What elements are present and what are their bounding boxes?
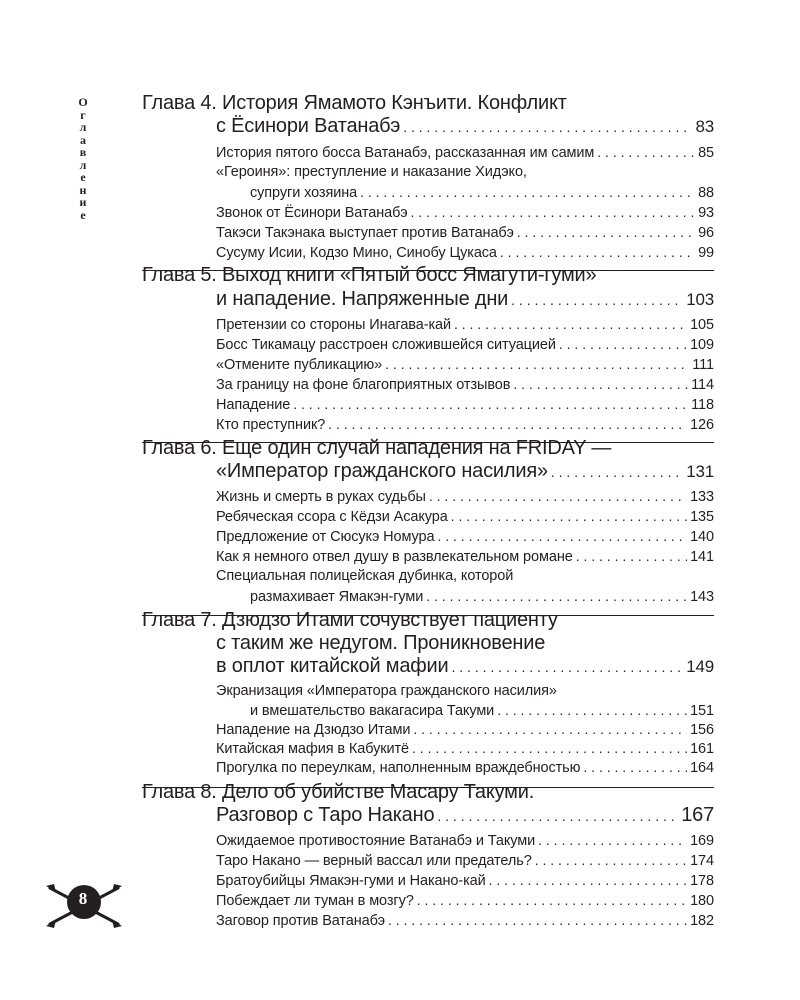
entry-page-number: 93 <box>698 205 714 221</box>
toc-entry[interactable] <box>216 486 714 507</box>
entry-title: За границу на фоне благоприятных отзывов <box>216 377 511 393</box>
leader-dots <box>385 354 689 374</box>
leader-dots <box>489 870 687 890</box>
entry-page-number: 118 <box>691 397 714 413</box>
leader-dots <box>500 242 695 262</box>
entry-page-number: 140 <box>690 529 714 545</box>
entry-page-number: 161 <box>690 741 714 757</box>
toc-entry[interactable] <box>216 394 714 415</box>
entry-title: История пятого босса Ватанабэ, рассказанная им самим <box>216 145 595 161</box>
entry-page-number: 143 <box>690 589 714 605</box>
side-label-letter: и <box>79 195 87 209</box>
leader-dots <box>437 804 678 828</box>
side-label-letter: О <box>78 95 88 109</box>
toc-entry[interactable] <box>250 586 714 607</box>
toc-entry[interactable] <box>216 314 714 335</box>
toc-entry[interactable] <box>250 182 714 203</box>
leader-dots <box>412 738 687 758</box>
leader-dots <box>413 719 687 739</box>
entry-page-number: 99 <box>698 245 714 261</box>
entry-page-number: 174 <box>690 853 714 869</box>
leader-dots <box>451 506 687 526</box>
toc-entry[interactable] <box>216 202 714 223</box>
chapter-page-number: 83 <box>695 117 714 136</box>
leader-dots <box>583 757 687 777</box>
entry-title: Претензии со стороны Инагава-кай <box>216 317 451 333</box>
entry-page-number: 96 <box>698 225 714 241</box>
chapter-title-line[interactable] <box>216 459 714 484</box>
toc-entry[interactable] <box>216 546 714 567</box>
side-label-letter: е <box>80 170 86 184</box>
chapter-title-line[interactable]: Глава 5. Выход книги «Пятый босс Ямагути-гуми» <box>142 264 597 286</box>
entry-title: Звонок от Ёсинори Ватанабэ <box>216 205 408 221</box>
entry-page-number: 133 <box>690 489 714 505</box>
toc-entry[interactable] <box>250 700 714 721</box>
toc-entry[interactable] <box>216 334 714 355</box>
toc-entry[interactable] <box>216 374 714 395</box>
side-label-letter: а <box>80 132 86 147</box>
entry-page-number: 180 <box>690 893 714 909</box>
toc-entry-first-line[interactable]: Специальная полицейская дубинка, которой <box>216 568 514 584</box>
side-label-letter: л <box>79 120 87 134</box>
toc-entry[interactable] <box>216 870 714 891</box>
entry-title: размахивает Ямакэн-гуми <box>250 589 424 605</box>
entry-title: и вмешательство вакагасира Такуми <box>250 703 495 719</box>
entry-title: Ребяческая ссора с Кёдзи Асакура <box>216 509 448 525</box>
entry-page-number: 88 <box>698 185 714 201</box>
leader-dots <box>429 486 687 506</box>
chapter-title-text: с Ёсинори Ватанабэ <box>216 115 401 137</box>
leader-dots <box>538 830 687 850</box>
toc-entry[interactable] <box>216 850 714 871</box>
leader-dots <box>511 288 683 312</box>
entry-page-number: 105 <box>690 317 714 333</box>
entry-title: Жизнь и смерть в руках судьбы <box>216 489 426 505</box>
toc-entry[interactable] <box>216 757 714 778</box>
toc-entry[interactable] <box>216 506 714 527</box>
leader-dots <box>454 314 687 334</box>
leader-dots <box>411 202 696 222</box>
entry-title: Предложение от Сюсукэ Номура <box>216 529 435 545</box>
toc-entry[interactable] <box>216 738 714 759</box>
entry-title: Босс Тикамацу расстроен сложившейся ситуацией <box>216 337 556 353</box>
chapter-title-line[interactable] <box>216 654 714 679</box>
chapter-title-line[interactable]: Глава 6. Еще один случай нападения на FRIDAY — <box>142 437 612 459</box>
toc-entry[interactable] <box>216 830 714 851</box>
chapter-title-line[interactable]: Глава 7. Дзюдзо Итами сочувствует пациенту <box>142 609 558 631</box>
leader-dots <box>426 586 687 606</box>
entry-page-number: 85 <box>698 145 714 161</box>
entry-title: Нападение на Дзюдзо Итами <box>216 722 411 738</box>
chapter-title-text: Разговор с Таро Накано <box>216 804 435 826</box>
entry-title: Сусуму Исии, Кодзо Мино, Синобу Цукаса <box>216 245 497 261</box>
leader-dots <box>576 546 687 566</box>
entry-title: Китайская мафия в Кабукитё <box>216 741 410 757</box>
entry-title: «Отмените публикацию» <box>216 357 383 373</box>
chapter-title-line[interactable]: с таким же недугом. Проникновение <box>216 632 546 654</box>
side-label-letter: е <box>80 207 86 222</box>
leader-dots <box>403 115 692 139</box>
side-label-letter: в <box>79 145 87 159</box>
toc-entry[interactable] <box>216 414 714 435</box>
entry-page-number: 141 <box>690 549 714 565</box>
entry-title: Заговор против Ватанабэ <box>216 913 385 929</box>
entry-title: Такэси Такэнака выступает против Ватанабэ <box>216 225 514 241</box>
entry-page-number: 164 <box>690 760 714 776</box>
entry-title: Таро Накано — верный вассал или предатель? <box>216 853 532 869</box>
side-label-letter: н <box>79 182 87 197</box>
toc-entry[interactable] <box>216 910 714 931</box>
chapter-title-text: в оплот китайской мафии <box>216 655 449 677</box>
chapter-title-line[interactable]: Глава 8. Дело об убийстве Масару Такуми. <box>142 781 535 803</box>
entry-page-number: 111 <box>692 357 714 373</box>
chapter-title-line[interactable] <box>216 287 714 312</box>
entry-page-number: 126 <box>690 417 714 433</box>
entry-page-number: 109 <box>690 337 714 353</box>
page-number: 8 <box>78 889 88 908</box>
toc-entry[interactable] <box>216 719 714 740</box>
leader-dots <box>551 460 683 484</box>
leader-dots <box>497 700 687 720</box>
leader-dots <box>597 142 695 162</box>
leader-dots <box>417 890 687 910</box>
entry-page-number: 178 <box>690 873 714 889</box>
entry-title: Как я немного отвел душу в развлекательном романе <box>216 549 573 565</box>
leader-dots <box>451 655 683 679</box>
leader-dots <box>437 526 687 546</box>
chapter-page-number: 149 <box>686 657 714 676</box>
leader-dots <box>517 222 695 242</box>
entry-title: Братоубийцы Ямакэн-гуми и Накано-кай <box>216 873 486 889</box>
chapter-page-number: 131 <box>686 462 714 481</box>
side-label-letter: г <box>80 107 86 122</box>
toc-entry-first-line[interactable]: «Героиня»: преступление и наказание Хидэко, <box>216 164 527 180</box>
entry-title: супруги хозяина <box>250 185 358 201</box>
toc-entry[interactable] <box>216 890 714 911</box>
leader-dots <box>535 850 687 870</box>
entry-page-number: 156 <box>690 722 714 738</box>
leader-dots <box>559 334 687 354</box>
entry-page-number: 114 <box>691 377 714 393</box>
leader-dots <box>513 374 688 394</box>
entry-page-number: 135 <box>690 509 714 525</box>
entry-page-number: 169 <box>690 833 714 849</box>
toc-entry[interactable] <box>216 142 714 163</box>
chapter-page-number: 103 <box>686 290 714 309</box>
side-label-letter: л <box>79 157 87 172</box>
toc-entry-first-line[interactable]: Экранизация «Императора гражданского насилия» <box>216 683 557 699</box>
entry-title: Прогулка по переулкам, наполненным враждебностью <box>216 760 581 776</box>
leader-dots <box>293 394 688 414</box>
leader-dots <box>388 910 687 930</box>
entry-title: Кто преступник? <box>216 417 326 433</box>
leader-dots <box>360 182 695 202</box>
side-label-contents <box>76 96 90 221</box>
entry-title: Ожидаемое противостояние Ватанабэ и Такуми <box>216 833 536 849</box>
entry-title: Нападение <box>216 397 291 413</box>
toc-entry[interactable] <box>216 242 714 263</box>
chapter-title-text: и нападение. Напряженные дни <box>216 288 509 310</box>
chapter-title-text: «Император гражданского насилия» <box>216 460 548 482</box>
toc-entry[interactable] <box>216 354 714 375</box>
leader-dots <box>328 414 687 434</box>
entry-page-number: 182 <box>690 913 714 929</box>
entry-title: Побеждает ли туман в мозгу? <box>216 893 414 909</box>
toc-entry[interactable] <box>216 222 714 243</box>
toc-entry[interactable] <box>216 526 714 547</box>
chapter-page-number: 167 <box>681 804 714 826</box>
chapter-title-line[interactable] <box>216 803 714 828</box>
chapter-title-line[interactable] <box>216 114 714 139</box>
chapter-title-line[interactable]: Глава 4. История Ямамото Кэнъити. Конфликт <box>142 92 567 114</box>
entry-page-number: 151 <box>690 703 714 719</box>
